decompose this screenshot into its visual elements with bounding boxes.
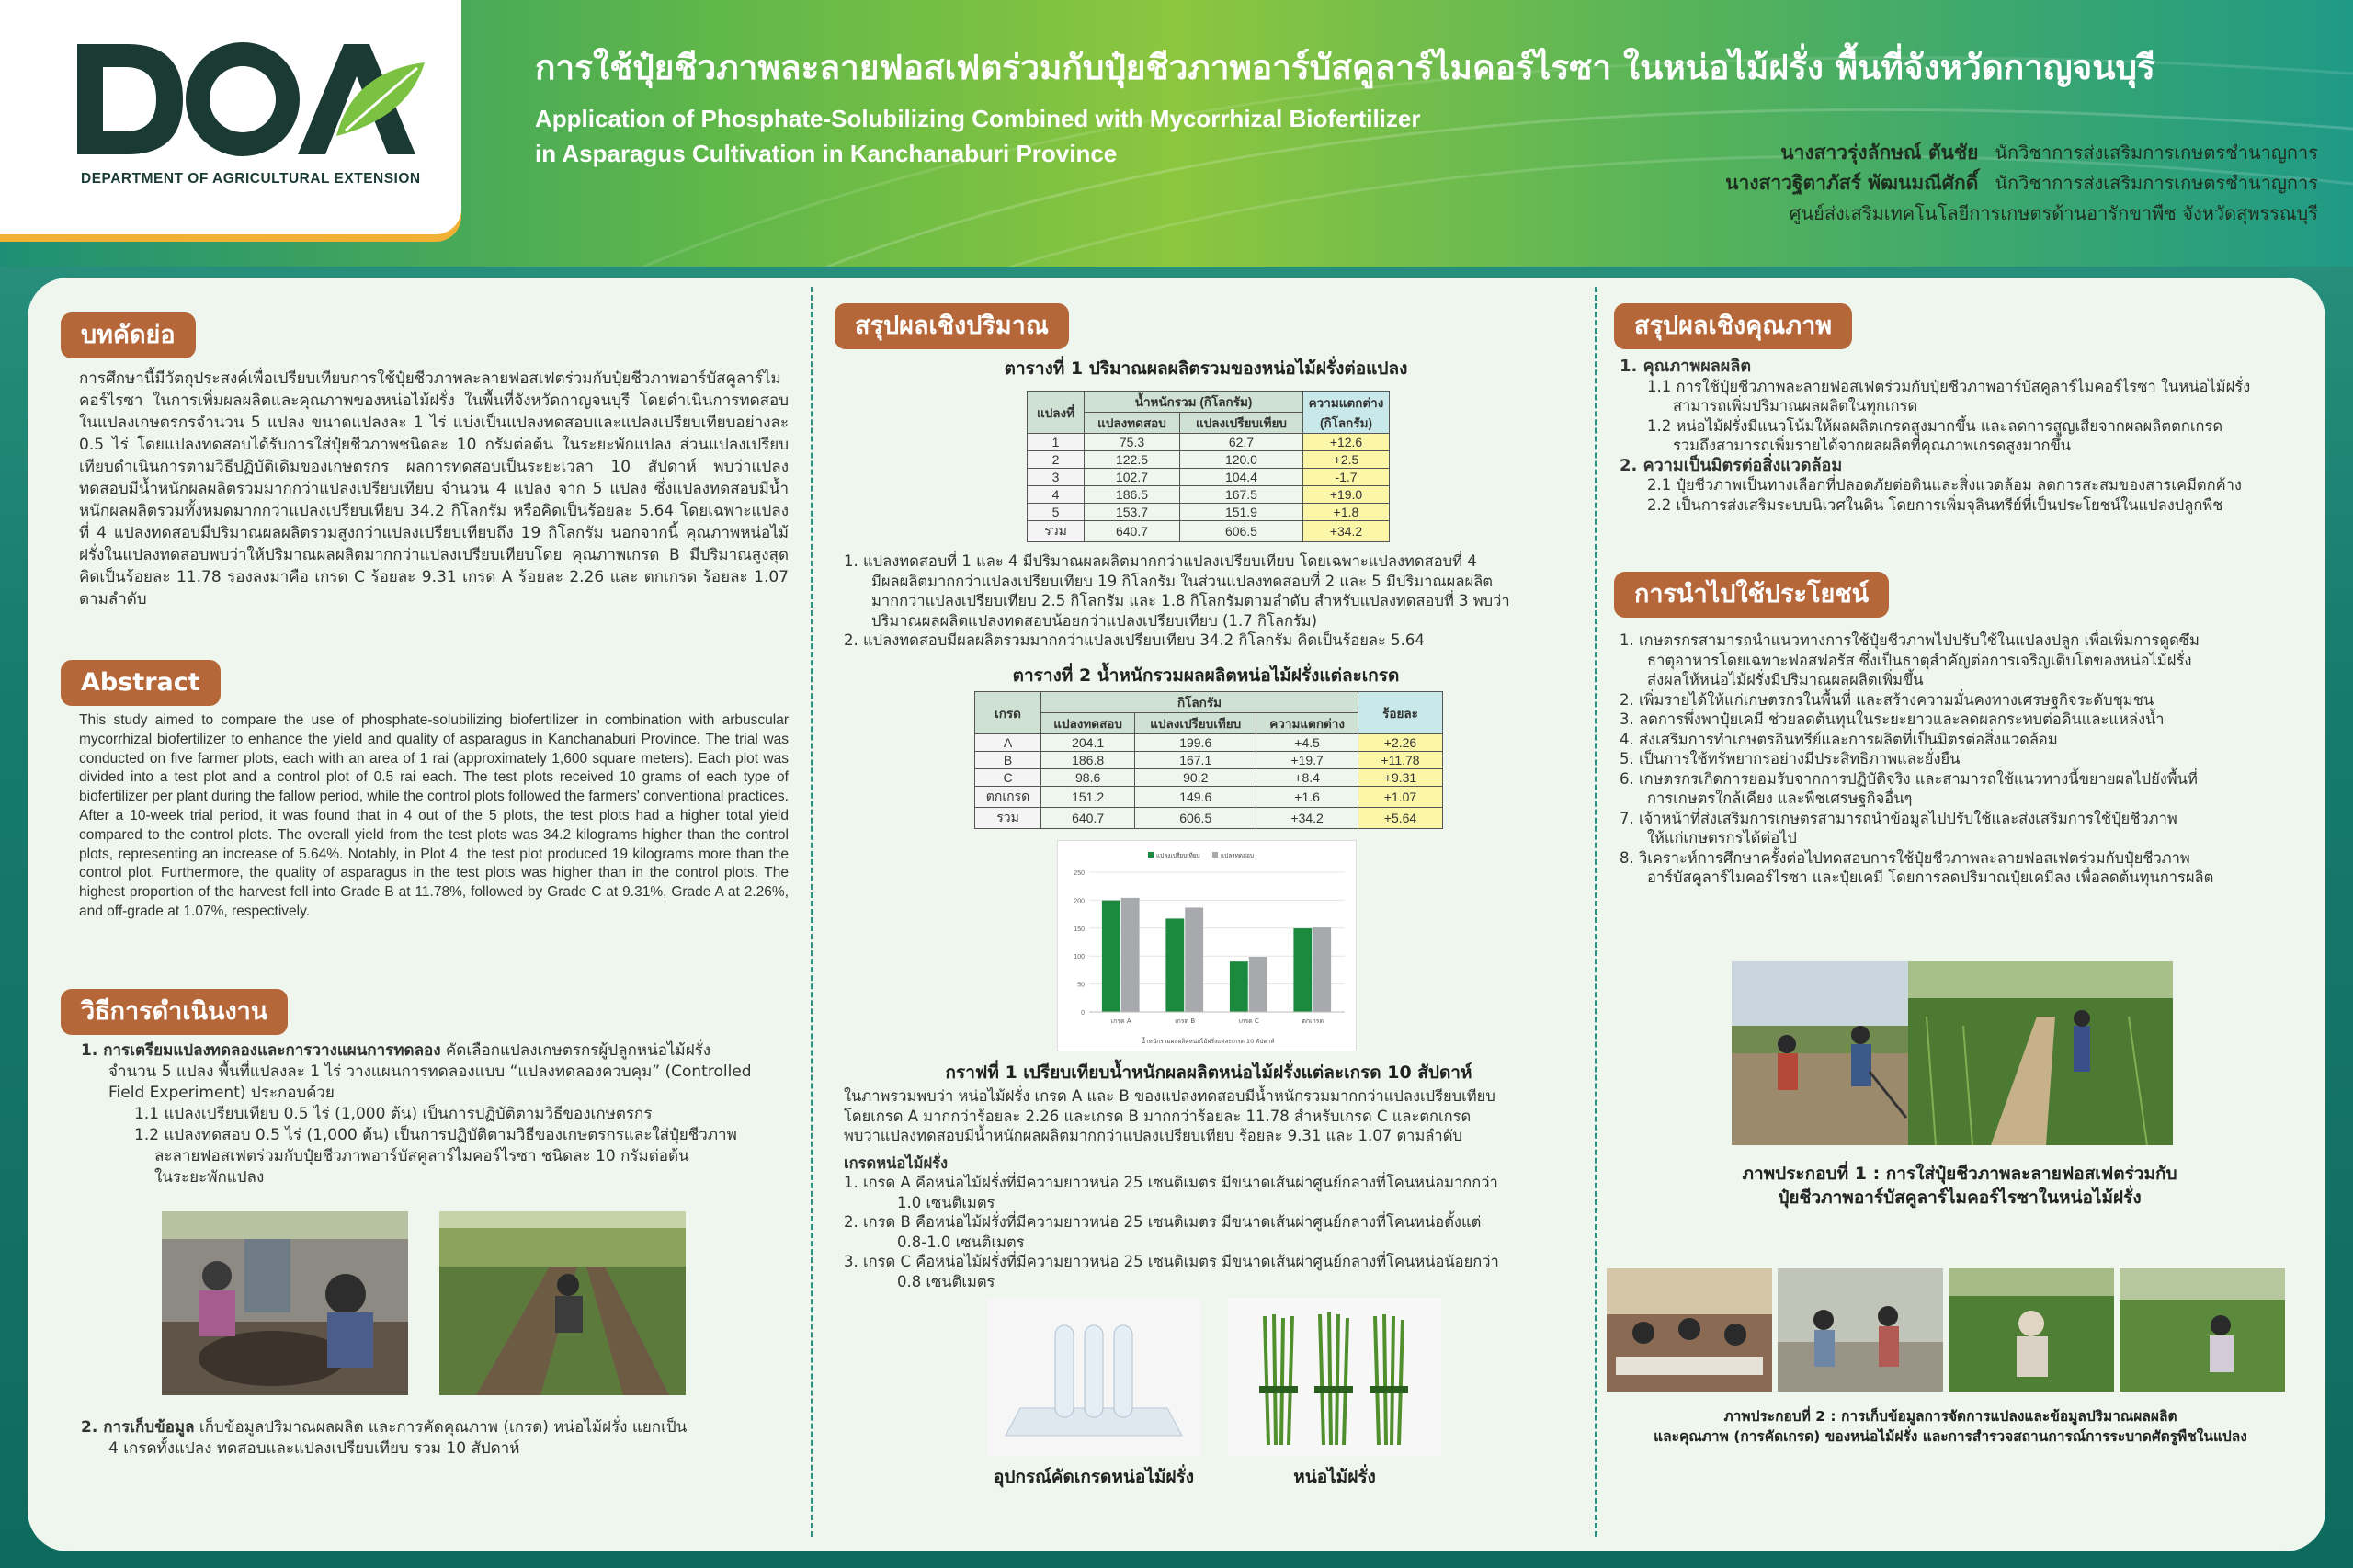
- chart-x-tick-label: ตกเกรด: [1302, 1017, 1324, 1025]
- apply-heading: การนำไปใช้ประโยชน์: [1614, 572, 1889, 618]
- chart-x-tick-label: เกรด B: [1175, 1017, 1196, 1025]
- methods-item-1-line2: จำนวน 5 แปลง พื้นที่แปลงละ 1 ไร่ วางแผนการทดลองแบบ “แปลงทดลองควบคุม” (Controlled: [108, 1062, 752, 1081]
- qual-h2: 2. ความเป็นมิตรต่อสิ่งแวดล้อม: [1620, 455, 1843, 475]
- methods-item-2-text: เก็บข้อมูลปริมาณผลผลิต และการคัดคุณภาพ (เกรด) หน่อไม้ฝรั่ง แยกเป็น: [194, 1418, 688, 1437]
- table-cell: +2.26: [1358, 734, 1443, 752]
- table-cell: 186.5: [1085, 486, 1180, 504]
- photo-applying-fertilizer-image: [439, 1211, 686, 1395]
- table1-note-1c: มากกว่าแปลงเปรียบเทียบ 2.5 กิโลกรัม และ 1.8 กิโลกรัมตามลำดับ สำหรับแปลงทดสอบที่ 3 พบว่า: [871, 592, 1510, 609]
- chart-x-tick-label: เกรด A: [1110, 1017, 1131, 1025]
- chart-bar: [1165, 918, 1184, 1012]
- grade-heading: เกรดหน่อไม้ฝรั่ง: [844, 1153, 949, 1172]
- chart-y-tick-label: 100: [1074, 954, 1085, 961]
- table-row-total: [1028, 521, 1390, 542]
- table-row-total: [975, 808, 1443, 829]
- photo-meeting: [1607, 1268, 1772, 1392]
- grade-b-line1: 2. เกรด B คือหน่อไม้ฝรั่งที่มีความยาวหน่อ 25 เซนติเมตร มีขนาดเส้นผ่าศูนย์กลางที่โคนหน่อตั้งแต่: [844, 1213, 1482, 1231]
- table-cell: 120.0: [1179, 451, 1302, 469]
- table-cell: 3: [1028, 469, 1085, 486]
- table-cell: +34.2: [1303, 521, 1390, 542]
- title-english-line2: in Asparagus Cultivation in Kanchanaburi Province: [535, 140, 1118, 167]
- table-cell: รวม: [1028, 521, 1085, 542]
- author-2-name: นางสาวฐิตาภัสร์ พัฒนมณีศักดิ์: [1725, 172, 1979, 194]
- table-row: [1028, 486, 1390, 504]
- table-cell: 4: [1028, 486, 1085, 504]
- table-row: [975, 734, 1443, 752]
- table-row: [1028, 504, 1390, 521]
- apply-body: [1620, 631, 2300, 888]
- table-cell: 5: [1028, 504, 1085, 521]
- table2-col-test: แปลงทดสอบ: [1041, 713, 1135, 734]
- table-cell: +9.31: [1358, 769, 1443, 787]
- table-cell: 2: [1028, 451, 1085, 469]
- table-cell: +5.64: [1358, 808, 1443, 829]
- table-cell: 167.5: [1179, 486, 1302, 504]
- table-row: [975, 769, 1443, 787]
- abstract-th-heading: บทคัดย่อ: [61, 312, 196, 358]
- author-1: [1725, 138, 2318, 168]
- methods-sub-1-2b: ละลายฟอสเฟตร่วมกับปุ๋ยชีวภาพอาร์บัสคูลาร์ไมคอร์ไรซา ชนิดละ 10 กรัมต่อต้น: [154, 1147, 689, 1165]
- table1-header-row-1: [1028, 392, 1390, 413]
- authors: [1725, 138, 2318, 229]
- apply-l6a: 6. เกษตรกรเกิดการยอมรับจากการปฏิบัติจริง และสามารถใช้แนวทางนี้ขยายผลไปยังพื้นที่: [1620, 769, 2198, 788]
- author-2-role: นักวิชาการส่งเสริมการเกษตรชำนาญการ: [1995, 172, 2318, 194]
- table-cell: 104.4: [1179, 469, 1302, 486]
- chart-x-axis-title: น้ำหนักรวมผลผลิตหน่อไม้ฝรั่งแต่ละเกรด 10 สัปดาห์: [1141, 1038, 1275, 1045]
- chart-legend-swatch: [1148, 852, 1154, 858]
- chart-legend-label: แปลงทดสอบ: [1221, 852, 1254, 859]
- chart-bar: [1230, 961, 1248, 1012]
- grade-yield-chart-svg: [1058, 841, 1358, 1052]
- grade-c-line2: 0.8 เซนติเมตร: [897, 1272, 995, 1290]
- photo-field-team-image: [1732, 961, 1921, 1145]
- table-cell: 199.6: [1135, 734, 1256, 752]
- apply-l1c: ส่งผลให้หน่อไม้ฝรั่งมีปริมาณผลผลิตเพิ่มขึ้น: [1647, 671, 1924, 688]
- qual-body: [1620, 357, 2300, 515]
- table-cell: 1: [1028, 434, 1085, 451]
- grade-b-line2: 0.8-1.0 เซนติเมตร: [897, 1233, 1025, 1251]
- table-row: [975, 752, 1443, 769]
- qual-s11b: สามารถเพิ่มปริมาณผลผลิตในทุกเกรด: [1673, 397, 1918, 415]
- author-2: [1725, 168, 2318, 199]
- chart-y-tick-label: 250: [1074, 870, 1085, 877]
- table2-col-ctrl: แปลงเปรียบเทียบ: [1135, 713, 1256, 734]
- chart-y-tick-label: 50: [1077, 982, 1085, 989]
- table-cell: รวม: [975, 808, 1041, 829]
- table-cell: C: [975, 769, 1041, 787]
- fig1-caption: [1675, 1162, 2245, 1210]
- table-cell: +1.6: [1256, 787, 1358, 808]
- table-cell: +1.8: [1303, 504, 1390, 521]
- table2-col-grade: เกรด: [975, 692, 1041, 734]
- table-cell: 606.5: [1179, 521, 1302, 542]
- table-cell: -1.7: [1303, 469, 1390, 486]
- abstract-en-text: This study aimed to compare the use of phosphate-solubilizing biofertilizer in combination with arbuscular mycorrhizal biofertilizer to enhance the yield and quality of asparagus in Kanchanaburi Province. The trial was conducted on five farmer plots, each with an area of 1 rai (approximately 1,600 square meters). Each plot was divided into a test plot and a control plot of 0.5 rai each. The test plots received 10 grams of each type of biofertilizer per plant during the fallow period, while the control plots followed the farmers' conventional practices. After a 10-week trial period, it was found that in 4 out of the 5 plots, the test plots had a higher total yield compared to the control plots. The overall yield from the test plots was 34.2 kilograms higher than the control plots, representing an increase of 5.64%. Notably, in Plot 4, the test plot produced 19 kilograms more than the control plot. Furthermore, the quality of asparagus in the test plots was higher than in the control plots. The highest proportion of the harvest fell into Grade B at 11.78%, followed by Grade C at 9.31%, Grade A at 2.26%, and off-grade at 1.07%, respectively.: [79, 712, 789, 919]
- methods-item-1-line3: Field Experiment) ประกอบด้วย: [108, 1084, 335, 1102]
- table-row: [1028, 469, 1390, 486]
- title-thai: การใช้ปุ๋ยชีวภาพละลายฟอสเฟตร่วมกับปุ๋ยชีวภาพอาร์บัสคูลาร์ไมคอร์ไรซา ในหน่อไม้ฝรั่ง พื้นที่จังหวัดกาญจนบุรี: [535, 48, 2155, 87]
- apply-l2: 2. เพิ่มรายได้ให้แก่เกษตรกรในพื้นที่ และสร้างความมั่นคงทางเศรษฐกิจระดับชุมชน: [1620, 690, 2154, 709]
- chart-bar: [1249, 957, 1267, 1012]
- table2-caption: ตารางที่ 2 น้ำหนักรวมผลผลิตหน่อไม้ฝรั่งแต่ละเกรด: [1012, 665, 1400, 686]
- table1-caption: ตารางที่ 1 ปริมาณผลผลิตรวมของหน่อไม้ฝรั่งต่อแปลง: [1004, 358, 1408, 379]
- abstract-en-heading: Abstract: [61, 660, 221, 706]
- apply-l8b: อาร์บัสคูลาร์ไมคอร์ไรซา และปุ๋ยเคมี โดยการลดปริมาณปุ๋ยเคมีลง เพื่อลดต้นทุนการผลิต: [1647, 869, 2214, 886]
- table-cell: +4.5: [1256, 734, 1358, 752]
- table-cell: 151.9: [1179, 504, 1302, 521]
- grading-tool-caption: อุปกรณ์คัดเกรดหน่อไม้ฝรั่ง: [993, 1467, 1195, 1487]
- table-cell: 149.6: [1135, 787, 1256, 808]
- table-cell: +19.0: [1303, 486, 1390, 504]
- photo-mixing-fertilizer: [162, 1211, 408, 1395]
- grade-a-line2: 1.0 เซนติเมตร: [897, 1193, 995, 1211]
- table-cell: 204.1: [1041, 734, 1135, 752]
- table-yield-per-grade: [974, 691, 1443, 829]
- table-cell: 186.8: [1041, 752, 1135, 769]
- affiliation: ศูนย์ส่งเสริมเทคโนโลยีการเกษตรด้านอารักขาพืช จังหวัดสุพรรณบุรี: [1789, 202, 2318, 224]
- photo-asparagus-spears: [1228, 1298, 1441, 1456]
- table-cell: 167.1: [1135, 752, 1256, 769]
- asparagus-spears-caption: หน่อไม้ฝรั่ง: [1293, 1467, 1376, 1487]
- chart-legend-label: แปลงเปรียบเทียบ: [1156, 852, 1200, 859]
- table-row: [1028, 434, 1390, 451]
- photo-asparagus-field-image: [1908, 961, 2173, 1145]
- grade-yield-chart: [1057, 840, 1357, 1051]
- methods-item-2-title: 2. การเก็บข้อมูล: [81, 1418, 195, 1437]
- apply-l1a: 1. เกษตรกรสามารถนำแนวทางการใช้ปุ๋ยชีวภาพไปปรับใช้ในแปลงปลูก เพื่อเพิ่มการดูดซึม: [1620, 631, 2200, 649]
- methods-item-1-title: 1. การเตรียมแปลงทดลองและการวางแผนการทดลอง: [81, 1041, 441, 1060]
- fig2-caption: [1610, 1406, 2290, 1447]
- graph-note-b: โดยเกรด A มากกว่าร้อยละ 2.26 และเกรด B มากกว่าร้อยละ 11.78 สำหรับเกรด C และตกเกรด: [844, 1107, 1472, 1125]
- methods-sub-1-2a: 1.2 แปลงทดสอบ 0.5 ไร่ (1,000 ต้น) เป็นการปฏิบัติตามวิธีของเกษตรกรและใส่ปุ๋ยชีวภาพ: [134, 1126, 737, 1144]
- chart-bar: [1293, 928, 1312, 1012]
- photo-field-team: [1732, 961, 1921, 1145]
- table1-col-ctrl: แปลงเปรียบเทียบ: [1179, 413, 1302, 434]
- chart-y-tick-label: 150: [1074, 926, 1085, 933]
- table-row: [1028, 451, 1390, 469]
- qual-s12a: 1.2 หน่อไม้ฝรั่งมีแนวโน้มให้ผลผลิตเกรดสูงมากขึ้น และลดการสูญเสียจากผลผลิตตกเกรด: [1647, 416, 2223, 435]
- photo-pest-survey-image: [1949, 1268, 2114, 1392]
- apply-l8a: 8. วิเคราะห์การศึกษาครั้งต่อไปทดสอบการใช้ปุ๋ยชีวภาพละลายฟอสเฟตร่วมกับปุ๋ยชีวภาพ: [1620, 848, 2190, 867]
- apply-l7b: ให้แก่เกษตรกรได้ต่อไป: [1647, 829, 1797, 846]
- table-cell: +1.07: [1358, 787, 1443, 808]
- photo-asparagus-field: [1908, 961, 2173, 1145]
- chart-y-tick-label: 0: [1081, 1010, 1085, 1017]
- photo-field-inspection-image: [2120, 1268, 2285, 1392]
- chart-bar: [1313, 927, 1331, 1012]
- fig1-caption-line2: ปุ๋ยชีวภาพอาร์บัสคูลาร์ไมคอร์ไรซาในหน่อไม้ฝรั่ง: [1778, 1187, 2142, 1208]
- qual-s21: 2.1 ปุ๋ยชีวภาพเป็นทางเลือกที่ปลอดภัยต่อดินและสิ่งแวดล้อม ลดการสะสมของสารเคมีตกค้าง: [1647, 476, 2242, 494]
- table-cell: 98.6: [1041, 769, 1135, 787]
- methods-heading: วิธีการดำเนินงาน: [61, 989, 288, 1035]
- apply-l5: 5. เป็นการใช้ทรัพยากรอย่างมีประสิทธิภาพและยั่งยืน: [1620, 750, 1961, 767]
- graph-notes: [844, 1086, 1579, 1291]
- apply-l7a: 7. เจ้าหน้าที่ส่งเสริมการเกษตรสามารถนำข้อมูลไปปรับใช้และส่งเสริมการใช้ปุ๋ยชีวภาพ: [1620, 809, 2177, 827]
- table-cell: A: [975, 734, 1041, 752]
- org-name: DEPARTMENT OF AGRICULTURAL EXTENSION: [81, 171, 421, 187]
- qual-heading: สรุปผลเชิงคุณภาพ: [1614, 303, 1852, 349]
- chart-bar: [1102, 901, 1120, 1012]
- table-cell: +19.7: [1256, 752, 1358, 769]
- doae-logo-icon: [77, 35, 426, 164]
- qual-s22: 2.2 เป็นการส่งเสริมระบบนิเวศในดิน โดยการเพิ่มจุลินทรีย์ที่เป็นประโยชน์ในแปลงปลูกพืช: [1647, 495, 2223, 514]
- methods-sub-1-2c: ในระยะพักแปลง: [154, 1168, 265, 1187]
- apply-l6b: การเกษตรใกล้เคียง และพืชเศรษฐกิจอื่นๆ: [1647, 790, 1913, 807]
- photo-pest-survey: [1949, 1268, 2114, 1392]
- chart-y-tick-label: 200: [1074, 898, 1085, 905]
- table-cell: +11.78: [1358, 752, 1443, 769]
- methods-body-2: [81, 1417, 798, 1460]
- methods-item-1: [81, 1040, 798, 1062]
- table-cell: +34.2: [1256, 808, 1358, 829]
- table-cell: 75.3: [1085, 434, 1180, 451]
- table2-header-row-1: [975, 692, 1443, 713]
- title-english: [535, 101, 1420, 171]
- chart-legend-swatch: [1212, 852, 1218, 858]
- photo-grading-tool: [987, 1298, 1200, 1456]
- author-1-name: นางสาวรุ่งลักษณ์ ตันชัย: [1780, 142, 1979, 164]
- table-cell: 90.2: [1135, 769, 1256, 787]
- doae-logo: [0, 0, 461, 234]
- grade-a-line1: 1. เกรด A คือหน่อไม้ฝรั่งที่มีความยาวหน่อ 25 เซนติเมตร มีขนาดเส้นผ่าศูนย์กลางที่โคนหน่อมากกว่า: [844, 1174, 1498, 1191]
- table1-note-2: 2. แปลงทดสอบมีผลผลิตรวมมากกว่าแปลงเปรียบเทียบ 34.2 กิโลกรัม คิดเป็นร้อยละ 5.64: [844, 631, 1425, 649]
- table-cell: 62.7: [1179, 434, 1302, 451]
- photo-meeting-image: [1607, 1268, 1772, 1392]
- methods-body: [81, 1040, 798, 1188]
- apply-l1b: ธาตุอาหารโดยเฉพาะฟอสฟอรัส ซึ่งเป็นธาตุสำคัญต่อการเจริญเติบโตของหน่อไม้ฝรั่ง: [1647, 651, 2192, 669]
- table-cell: +12.6: [1303, 434, 1390, 451]
- table-cell: 606.5: [1135, 808, 1256, 829]
- table1-notes: [844, 551, 1579, 651]
- photo-field-inspection: [2120, 1268, 2285, 1392]
- fig1-caption-line1: ภาพประกอบที่ 1 : การใส่ปุ๋ยชีวภาพละลายฟอสเฟตร่วมกับ: [1742, 1164, 2177, 1184]
- graph-note-a: ในภาพรวมพบว่า หน่อไม้ฝรั่ง เกรด A และ B ของแปลงทดสอบมีน้ำหนักรวมมากกว่าแปลงเปรียบเทียบ: [844, 1087, 1495, 1105]
- table2-col-diff: ความแตกต่าง: [1256, 713, 1358, 734]
- chart-x-tick-label: เกรด C: [1238, 1017, 1259, 1025]
- grade-c-line1: 3. เกรด C คือหน่อไม้ฝรั่งที่มีความยาวหน่อ 25 เซนติเมตร มีขนาดเส้นผ่าศูนย์กลางที่โคนหน่อน้อยกว่า: [844, 1253, 1499, 1270]
- table-yield-per-plot: [1027, 391, 1390, 542]
- fig2-caption-line1: ภาพประกอบที่ 2 : การเก็บข้อมูลการจัดการแปลงและข้อมูลปริมาณผลผลิต: [1723, 1408, 2177, 1425]
- table-cell: 102.7: [1085, 469, 1180, 486]
- photo-briefing: [1778, 1268, 1943, 1392]
- table1-note-1a: 1. แปลงทดสอบที่ 1 และ 4 มีปริมาณผลผลิตมากกว่าแปลงเปรียบเทียบ โดยเฉพาะแปลงทดสอบที่ 4: [844, 552, 1477, 570]
- apply-l3: 3. ลดการพึ่งพาปุ๋ยเคมี ช่วยลดต้นทุนในระยะยาวและลดผลกระทบต่อดินและแหล่งน้ำ: [1620, 710, 2165, 728]
- table-cell: 122.5: [1085, 451, 1180, 469]
- photo-mixing-fertilizer-image: [162, 1211, 408, 1395]
- photo-asparagus-spears-image: [1228, 1298, 1441, 1456]
- table-cell: 151.2: [1041, 787, 1135, 808]
- table-cell: B: [975, 752, 1041, 769]
- chart-bar: [1185, 907, 1203, 1012]
- quant-heading: สรุปผลเชิงปริมาณ: [835, 303, 1069, 349]
- methods-item-2: [81, 1417, 798, 1438]
- table2-col-kg: กิโลกรัม: [1041, 692, 1358, 713]
- qual-h1: 1. คุณภาพผลผลิต: [1620, 357, 1752, 376]
- qual-s11a: 1.1 การใช้ปุ๋ยชีวภาพละลายฟอสเฟตร่วมกับปุ๋ยชีวภาพอาร์บัสคูลาร์ไมคอร์ไรซา ในหน่อไม้ฝรั่ง: [1647, 377, 2251, 395]
- chart-bar: [1121, 898, 1140, 1012]
- table1-col-diff: ความแตกต่าง (กิโลกรัม): [1303, 392, 1390, 434]
- abstract-th-text: การศึกษานี้มีวัตถุประสงค์เพื่อเปรียบเทียบการใช้ปุ๋ยชีวภาพละลายฟอสเฟตร่วมกับปุ๋ยชีวภาพอาร์บัสคูลาร์ไมคอร์ไรซา ในการเพิ่มผลผลิตและคุณภาพของหน่อไม้ฝรั่ง ในพื้นที่จังหวัดกาญจนบุรี โดยดำเนินการทดสอบในแปลงเกษตรกรจำนวน 5 แปลง ขนาดแปลงละ 1 ไร่ แบ่งเป็นแปลงทดสอบและแปลงเปรียบเทียบอย่างละ 0.5 ไร่ โดยแปลงทดสอบได้รับการใส่ปุ๋ยชีวภาพชนิดละ 10 กรัมต่อต้น ในระยะพักแปลง ส่วนแปลงเปรียบเทียบดำเนินการตามวิธีปฏิบัติเดิมของเกษตรกร ผลการทดสอบเป็นระยะเวลา 10 สัปดาห์ พบว่าแปลงทดสอบมีน้ำหนักผลผลิตรวมมากกว่าแปลงเปรียบเทียบ จำนวน 4 แปลง จาก 5 แปลง ซึ่งแปลงทดสอบมีน้ำหนักผลผลิตรวมทั้งหมดมากกว่าแปลงเปรียบเทียบ 34.2 กิโลกรัม หรือคิดเป็นร้อยละ 5.64 โดยเฉพาะแปลงที่ 4 แปลงทดสอบมีปริมาณผลผลิตรวมสูงกว่าแปลงเปรียบเทียบถึง 19 กิโลกรัม นอกจากนี้ คุณภาพหน่อไม้ฝรั่งในแปลงทดสอบพบว่าให้ปริมาณผลผลิตมากกว่าแปลงเปรียบเทียบโดย คุณภาพเกรด B มีปริมาณสูงสุด คิดเป็นร้อยละ 11.78 รองลงมาคือ เกรด C ร้อยละ 9.31 เกรด A ร้อยละ 2.26 และ ตกเกรด ร้อยละ 1.07 ตามลำดับ: [79, 369, 789, 608]
- table-row: [975, 787, 1443, 808]
- column-divider-2: [1595, 287, 1597, 1537]
- table1-note-1b: มีผลผลิตมากกว่าแปลงเปรียบเทียบ 19 กิโลกรัม ในส่วนแปลงทดสอบที่ 2 และ 5 มีปริมาณผลผลิต: [871, 572, 1493, 590]
- qual-s12b: รวมถึงสามารถเพิ่มรายได้จากผลผลิตที่คุณภาพเกรดสูงมากขึ้น: [1673, 437, 2072, 454]
- table2-col-pct: ร้อยละ: [1358, 692, 1443, 734]
- photo-grading-tool-image: [987, 1298, 1200, 1456]
- author-1-role: นักวิชาการส่งเสริมการเกษตรชำนาญการ: [1995, 142, 2318, 164]
- title-english-line1: Application of Phosphate-Solubilizing Combined with Mycorrhizal Biofertilizer: [535, 105, 1421, 132]
- methods-item-2-line2: 4 เกรดทั้งแปลง ทดสอบและแปลงเปรียบเทียบ รวม 10 สัปดาห์: [108, 1439, 520, 1458]
- table1-note-1d: ปริมาณผลผลิตแปลงทดสอบน้อยกว่าแปลงเปรียบเทียบ (1.7 กิโลกรัม): [871, 611, 1318, 630]
- table-cell: ตกเกรด: [975, 787, 1041, 808]
- photo-applying-fertilizer: [439, 1211, 686, 1395]
- graph-note-c: พบว่าแปลงทดสอบมีน้ำหนักผลผลิตมากกว่าแปลงเปรียบเทียบ ร้อยละ 9.31 และ 1.07 ตามลำดับ: [844, 1127, 1462, 1144]
- table-cell: 640.7: [1041, 808, 1135, 829]
- column-divider-1: [811, 287, 813, 1537]
- fig2-caption-line2: และคุณภาพ (การคัดเกรด) ของหน่อไม้ฝรั่ง และการสำรวจสถานการณ์การระบาดศัตรูพืชในแปลง: [1654, 1428, 2247, 1445]
- table-cell: +2.5: [1303, 451, 1390, 469]
- table1-col-weight: น้ำหนักรวม (กิโลกรัม): [1085, 392, 1303, 413]
- apply-l4: 4. ส่งเสริมการทำเกษตรอินทรีย์และการผลิตที่เป็นมิตรต่อสิ่งแวดล้อม: [1620, 730, 2058, 748]
- graph-caption: กราฟที่ 1 เปรียบเทียบน้ำหนักผลผลิตหน่อไม้ฝรั่งแต่ละเกรด 10 สัปดาห์: [945, 1062, 1472, 1083]
- table1-col-plot: แปลงที่: [1028, 392, 1085, 434]
- methods-item-1-text: คัดเลือกแปลงเกษตรกรผู้ปลูกหน่อไม้ฝรั่ง: [440, 1041, 711, 1060]
- table-cell: +8.4: [1256, 769, 1358, 787]
- table1-col-test: แปลงทดสอบ: [1085, 413, 1180, 434]
- table-cell: 640.7: [1085, 521, 1180, 542]
- table-cell: 153.7: [1085, 504, 1180, 521]
- photo-briefing-image: [1778, 1268, 1943, 1392]
- methods-sub-1-1: 1.1 แปลงเปรียบเทียบ 0.5 ไร่ (1,000 ต้น) เป็นการปฏิบัติตามวิธีของเกษตรกร: [134, 1105, 653, 1123]
